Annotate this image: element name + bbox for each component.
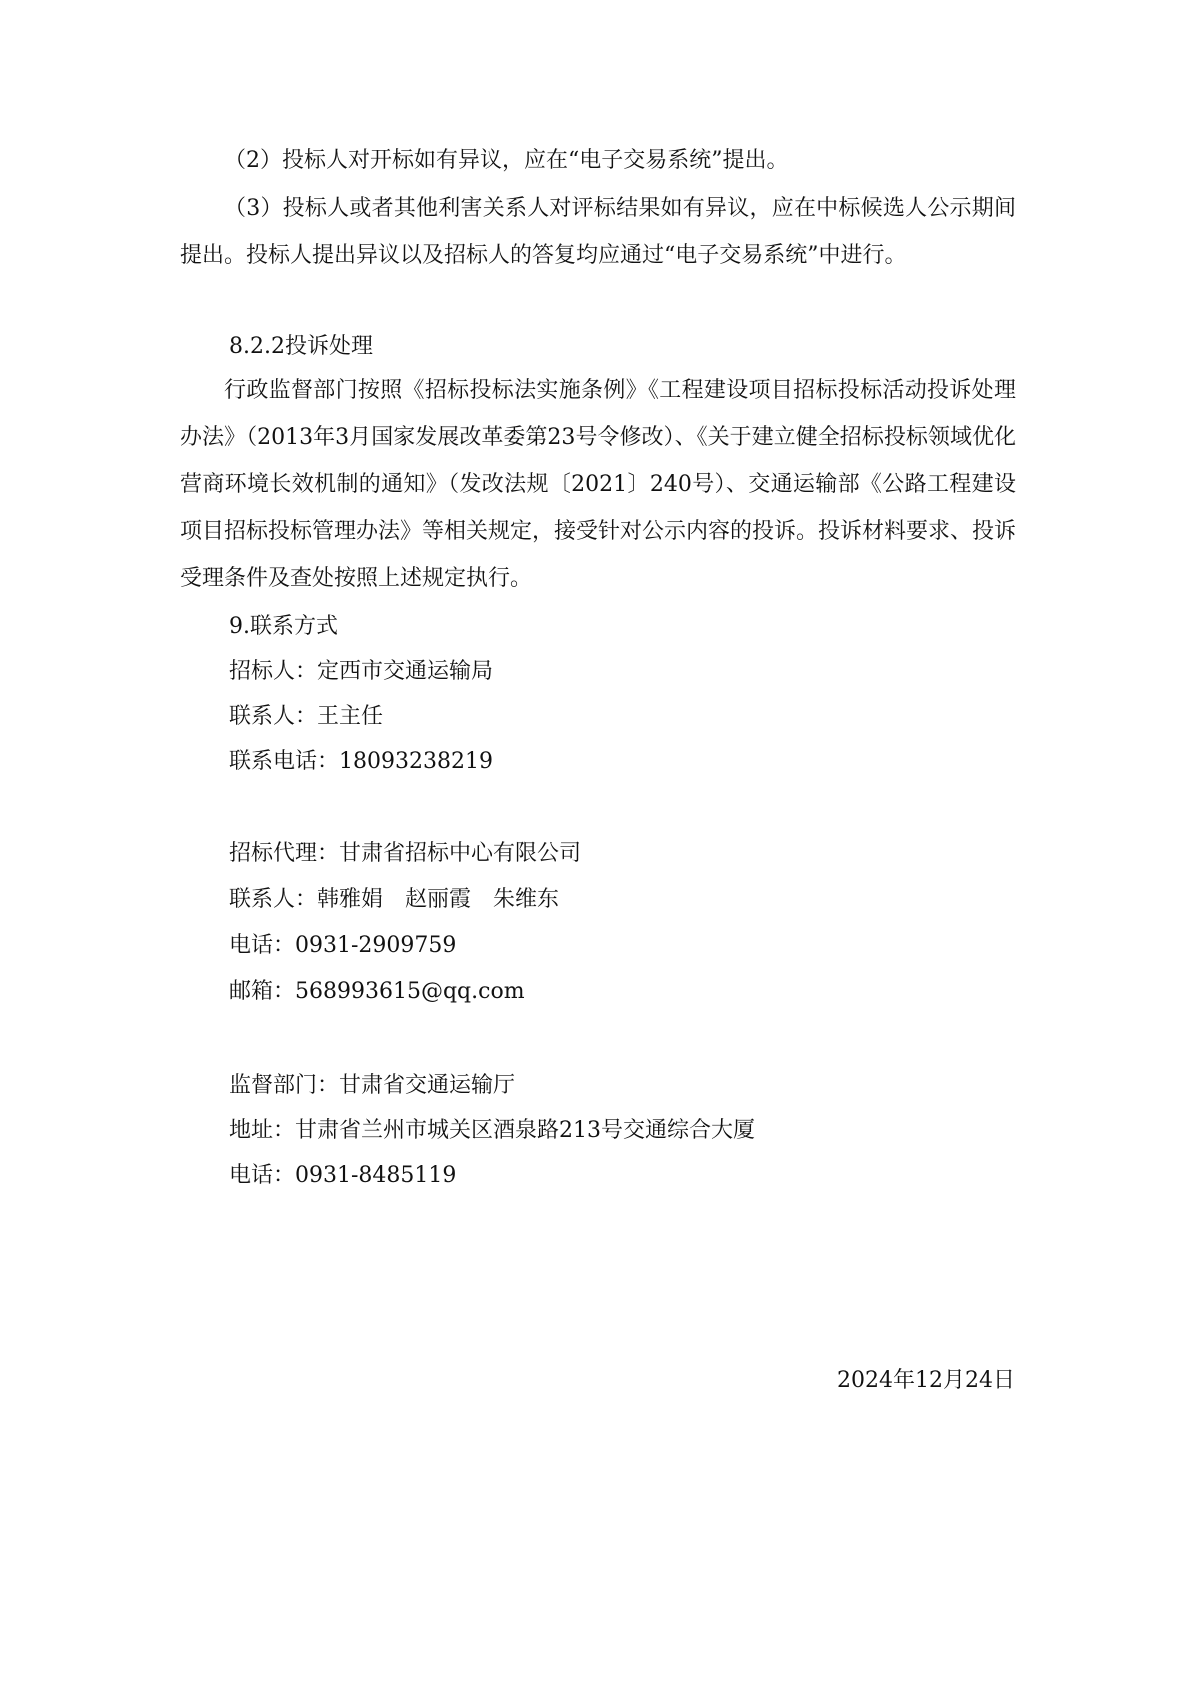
contact-heading: 9.联系方式 — [229, 614, 338, 639]
tenderer-name: 招标人：定西市交通运输局 — [229, 659, 494, 684]
document-date: 2024年12月24日 — [837, 1368, 1015, 1393]
tenderer-contact-person: 联系人：王主任 — [229, 704, 384, 729]
complaint-body: 行政监督部门按照《招标投标法实施条例》《工程建设项目招标投标活动投诉处理办法》（2013年3月国家发展改革委第23号令修改）、《关于建立健全招标投标领域优化营商环境长效机制的通知》（发改法规〔2021〕240号）、交通运输部《公路工程建设项目招标投标管理办法》等相关规定，接受针对公示内容的投诉。投诉材料要求、投诉受理条件及查处按照上述规定执行。 — [180, 378, 1017, 591]
supervisor-name: 监督部门：甘肃省交通运输厅 — [229, 1073, 516, 1098]
objection-item-3: （3）投标人或者其他利害关系人对评标结果如有异议，应在中标候选人公示期间提出。投标人提出异议以及招标人的答复均应通过“电子交易系统”中进行。 — [180, 196, 1016, 268]
supervisor-address: 地址：甘肃省兰州市城关区酒泉路213号交通综合大厦 — [229, 1118, 755, 1143]
complaint-heading: 8.2.2投诉处理 — [229, 334, 373, 359]
objection-item-2: （2）投标人对开标如有异议，应在“电子交易系统”提出。 — [224, 148, 789, 173]
tenderer-phone: 联系电话：18093238219 — [229, 749, 493, 774]
agent-name: 招标代理：甘肃省招标中心有限公司 — [229, 841, 582, 866]
agent-phone: 电话：0931-2909759 — [229, 933, 457, 958]
supervisor-phone: 电话：0931-8485119 — [229, 1163, 457, 1188]
agent-email: 邮箱：568993615@qq.com — [229, 979, 525, 1004]
agent-contact-persons: 联系人：韩雅娟 赵丽霞 朱维东 — [229, 887, 560, 912]
